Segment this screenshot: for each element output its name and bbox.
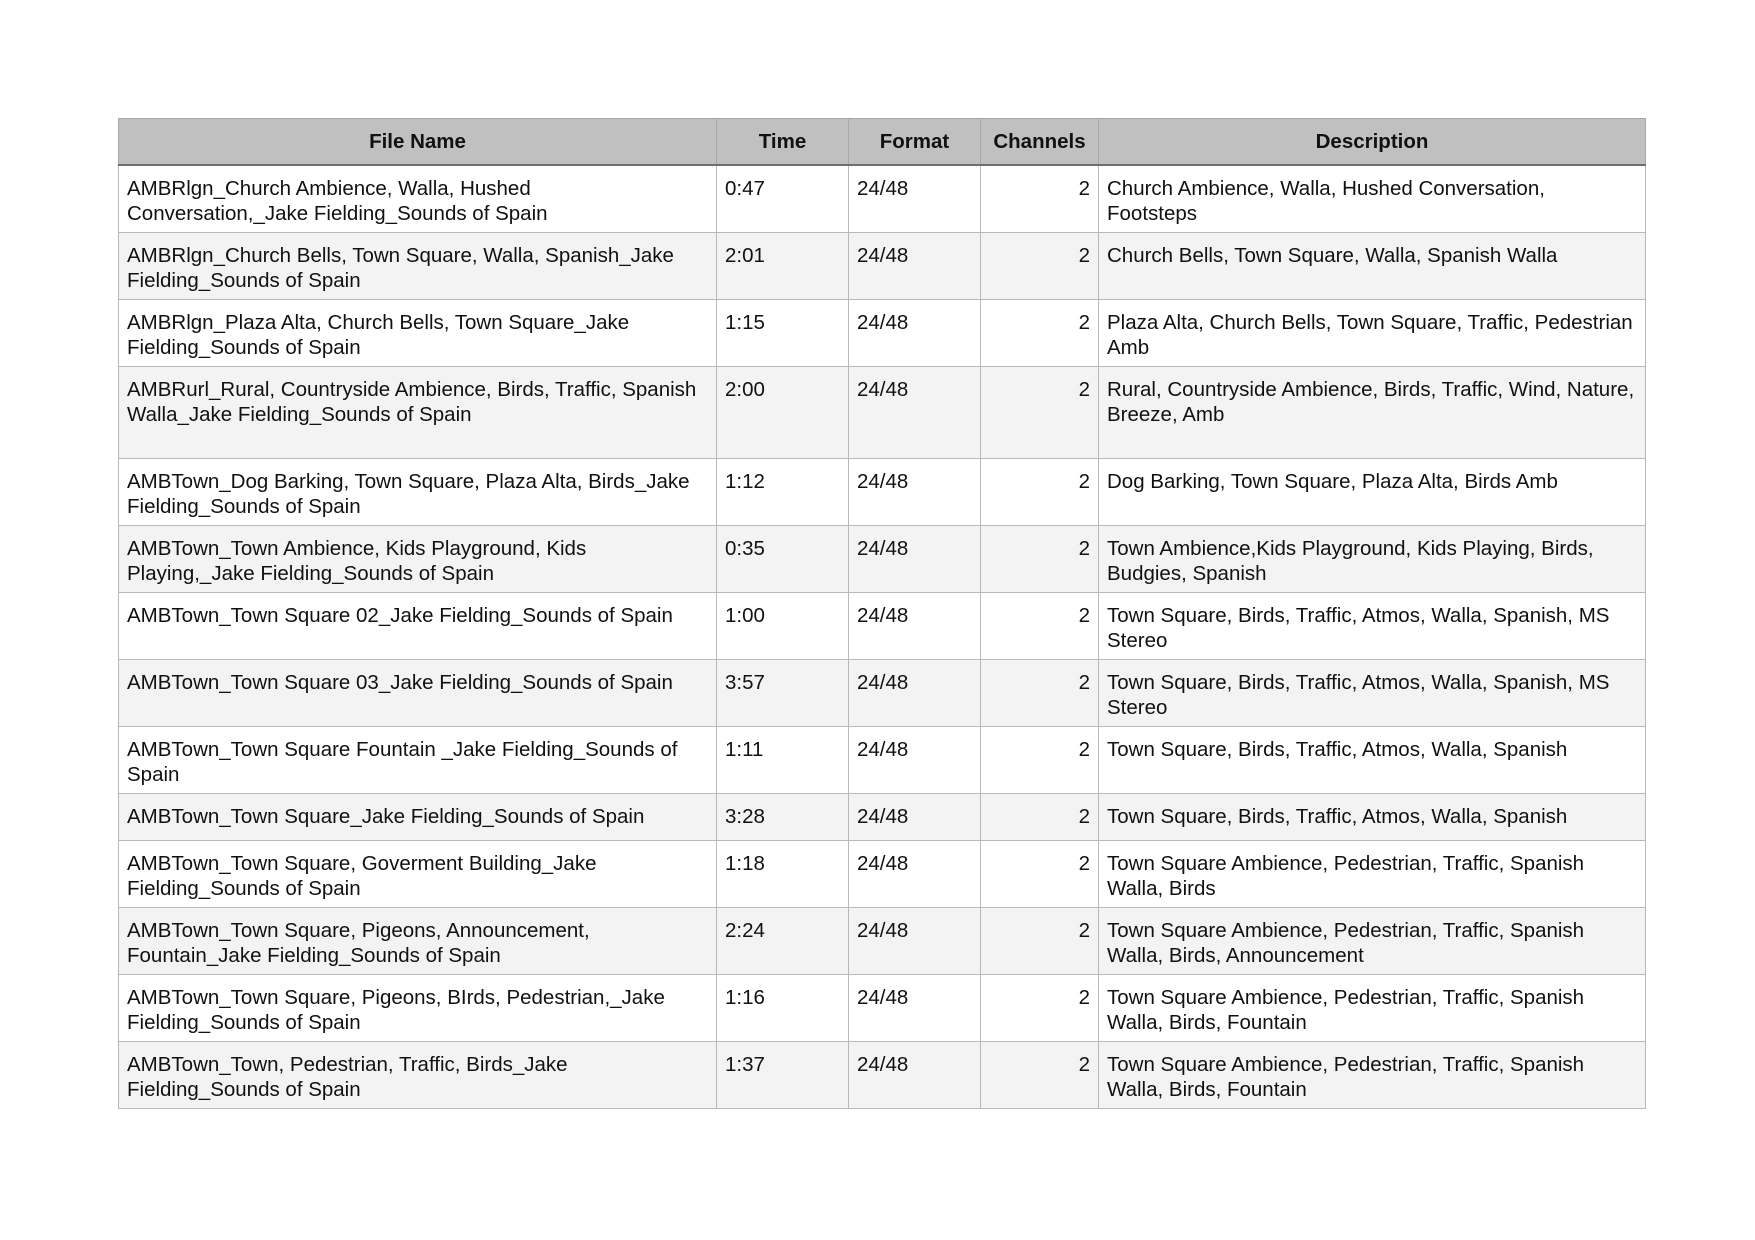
description-cell[interactable]: Town Square Ambience, Pedestrian, Traffic, Spanish Walla, Birds, Fountain — [1099, 1041, 1646, 1108]
table-row[interactable] — [119, 592, 1646, 659]
format-cell[interactable]: 24/48 — [849, 1041, 981, 1108]
time-cell[interactable]: 2:00 — [717, 366, 849, 458]
file-name-cell[interactable]: AMBTown_Town Square, Pigeons, BIrds, Pedestrian,_Jake Fielding_Sounds of Spain — [119, 974, 717, 1041]
channels-cell[interactable]: 2 — [981, 840, 1099, 907]
table-row[interactable] — [119, 366, 1646, 458]
time-cell[interactable]: 1:37 — [717, 1041, 849, 1108]
file-name-cell[interactable]: AMBRlgn_Church Ambience, Walla, Hushed Conversation,_Jake Fielding_Sounds of Spain — [119, 165, 717, 233]
table-row[interactable] — [119, 525, 1646, 592]
description-cell[interactable]: Town Square, Birds, Traffic, Atmos, Walla, Spanish, MS Stereo — [1099, 659, 1646, 726]
channels-cell[interactable]: 2 — [981, 525, 1099, 592]
channels-cell[interactable]: 2 — [981, 907, 1099, 974]
column-header-format[interactable]: Format — [849, 119, 981, 165]
description-cell[interactable]: Town Square Ambience, Pedestrian, Traffic, Spanish Walla, Birds, Announcement — [1099, 907, 1646, 974]
channels-cell[interactable]: 2 — [981, 1041, 1099, 1108]
format-cell[interactable]: 24/48 — [849, 974, 981, 1041]
table-row[interactable] — [119, 726, 1646, 793]
file-name-cell[interactable]: AMBTown_Town Square, Goverment Building_Jake Fielding_Sounds of Spain — [119, 840, 717, 907]
format-cell[interactable]: 24/48 — [849, 165, 981, 233]
file-name-cell[interactable]: AMBTown_Town Square_Jake Fielding_Sounds of Spain — [119, 793, 717, 840]
description-cell[interactable]: Town Square, Birds, Traffic, Atmos, Walla, Spanish, MS Stereo — [1099, 592, 1646, 659]
format-cell[interactable]: 24/48 — [849, 366, 981, 458]
file-name-cell[interactable]: AMBTown_Town Square Fountain _Jake Fielding_Sounds of Spain — [119, 726, 717, 793]
table-row[interactable] — [119, 165, 1646, 233]
time-cell[interactable]: 2:01 — [717, 232, 849, 299]
format-cell[interactable]: 24/48 — [849, 232, 981, 299]
format-cell[interactable]: 24/48 — [849, 907, 981, 974]
file-name-cell[interactable]: AMBTown_Town Square 03_Jake Fielding_Sounds of Spain — [119, 659, 717, 726]
format-cell[interactable]: 24/48 — [849, 592, 981, 659]
sound-file-table — [118, 118, 1646, 1109]
time-cell[interactable]: 1:00 — [717, 592, 849, 659]
file-name-cell[interactable]: AMBTown_Town Square 02_Jake Fielding_Sounds of Spain — [119, 592, 717, 659]
column-header-channels[interactable]: Channels — [981, 119, 1099, 165]
channels-cell[interactable]: 2 — [981, 458, 1099, 525]
table-header — [119, 119, 1646, 165]
column-header-description[interactable]: Description — [1099, 119, 1646, 165]
table-row[interactable] — [119, 659, 1646, 726]
description-cell[interactable]: Dog Barking, Town Square, Plaza Alta, Birds Amb — [1099, 458, 1646, 525]
table-row[interactable] — [119, 299, 1646, 366]
column-header-time[interactable]: Time — [717, 119, 849, 165]
file-name-cell[interactable]: AMBTown_Town Square, Pigeons, Announcement, Fountain_Jake Fielding_Sounds of Spain — [119, 907, 717, 974]
channels-cell[interactable]: 2 — [981, 366, 1099, 458]
channels-cell[interactable]: 2 — [981, 974, 1099, 1041]
channels-cell[interactable]: 2 — [981, 232, 1099, 299]
description-cell[interactable]: Church Ambience, Walla, Hushed Conversation, Footsteps — [1099, 165, 1646, 233]
channels-cell[interactable]: 2 — [981, 659, 1099, 726]
table-row[interactable] — [119, 1041, 1646, 1108]
time-cell[interactable]: 3:28 — [717, 793, 849, 840]
channels-cell[interactable]: 2 — [981, 299, 1099, 366]
format-cell[interactable]: 24/48 — [849, 840, 981, 907]
file-name-cell[interactable]: AMBTown_Town Ambience, Kids Playground, Kids Playing,_Jake Fielding_Sounds of Spain — [119, 525, 717, 592]
time-cell[interactable]: 3:57 — [717, 659, 849, 726]
channels-cell[interactable]: 2 — [981, 793, 1099, 840]
table-row[interactable] — [119, 907, 1646, 974]
table-row[interactable] — [119, 840, 1646, 907]
format-cell[interactable]: 24/48 — [849, 726, 981, 793]
format-cell[interactable]: 24/48 — [849, 659, 981, 726]
file-name-cell[interactable]: AMBRlgn_Plaza Alta, Church Bells, Town Square_Jake Fielding_Sounds of Spain — [119, 299, 717, 366]
description-cell[interactable]: Town Ambience,Kids Playground, Kids Playing, Birds, Budgies, Spanish — [1099, 525, 1646, 592]
description-cell[interactable]: Town Square Ambience, Pedestrian, Traffic, Spanish Walla, Birds, Fountain — [1099, 974, 1646, 1041]
description-cell[interactable]: Town Square, Birds, Traffic, Atmos, Walla, Spanish — [1099, 726, 1646, 793]
channels-cell[interactable]: 2 — [981, 165, 1099, 233]
file-name-cell[interactable]: AMBTown_Town, Pedestrian, Traffic, Birds_Jake Fielding_Sounds of Spain — [119, 1041, 717, 1108]
file-name-cell[interactable]: AMBRlgn_Church Bells, Town Square, Walla, Spanish_Jake Fielding_Sounds of Spain — [119, 232, 717, 299]
time-cell[interactable]: 2:24 — [717, 907, 849, 974]
format-cell[interactable]: 24/48 — [849, 793, 981, 840]
table-row[interactable] — [119, 974, 1646, 1041]
description-cell[interactable]: Town Square Ambience, Pedestrian, Traffic, Spanish Walla, Birds — [1099, 840, 1646, 907]
time-cell[interactable]: 0:35 — [717, 525, 849, 592]
channels-cell[interactable]: 2 — [981, 592, 1099, 659]
time-cell[interactable]: 1:16 — [717, 974, 849, 1041]
channels-cell[interactable]: 2 — [981, 726, 1099, 793]
table-body — [119, 165, 1646, 1109]
format-cell[interactable]: 24/48 — [849, 525, 981, 592]
format-cell[interactable]: 24/48 — [849, 458, 981, 525]
header-row — [119, 119, 1646, 165]
description-cell[interactable]: Town Square, Birds, Traffic, Atmos, Walla, Spanish — [1099, 793, 1646, 840]
table-row[interactable] — [119, 232, 1646, 299]
time-cell[interactable]: 1:15 — [717, 299, 849, 366]
table-row[interactable] — [119, 458, 1646, 525]
format-cell[interactable]: 24/48 — [849, 299, 981, 366]
description-cell[interactable]: Church Bells, Town Square, Walla, Spanish Walla — [1099, 232, 1646, 299]
time-cell[interactable]: 1:12 — [717, 458, 849, 525]
column-header-file-name[interactable]: File Name — [119, 119, 717, 165]
sound-file-table-sheet — [118, 118, 1645, 1109]
time-cell[interactable]: 0:47 — [717, 165, 849, 233]
description-cell[interactable]: Rural, Countryside Ambience, Birds, Traffic, Wind, Nature, Breeze, Amb — [1099, 366, 1646, 458]
file-name-cell[interactable]: AMBTown_Dog Barking, Town Square, Plaza Alta, Birds_Jake Fielding_Sounds of Spain — [119, 458, 717, 525]
file-name-cell[interactable]: AMBRurl_Rural, Countryside Ambience, Birds, Traffic, Spanish Walla_Jake Fielding_Sounds of Spain — [119, 366, 717, 458]
description-cell[interactable]: Plaza Alta, Church Bells, Town Square, Traffic, Pedestrian Amb — [1099, 299, 1646, 366]
time-cell[interactable]: 1:18 — [717, 840, 849, 907]
table-row[interactable] — [119, 793, 1646, 840]
time-cell[interactable]: 1:11 — [717, 726, 849, 793]
